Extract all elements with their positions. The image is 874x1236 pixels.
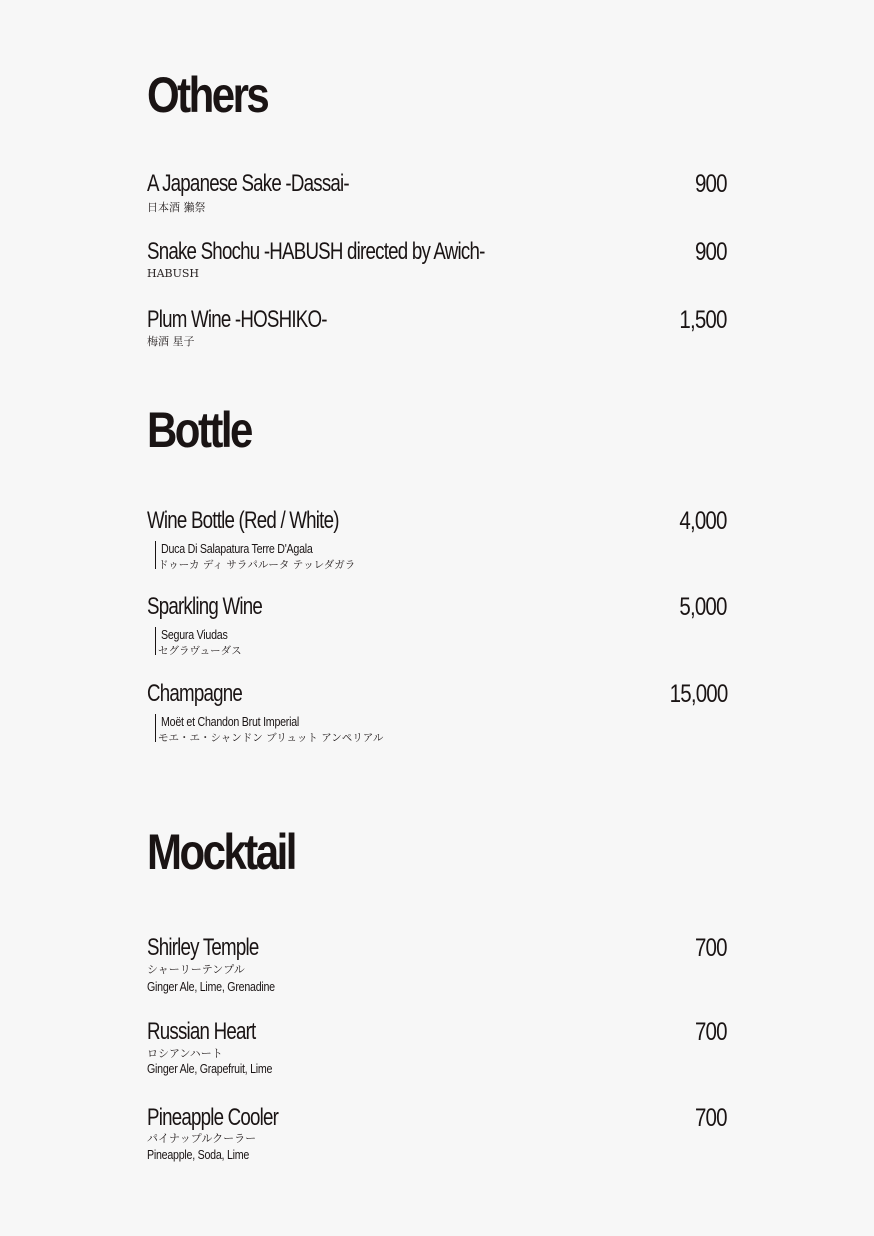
section-title-others: Others (147, 67, 268, 123)
item-name: Wine Bottle (Red / White) (147, 507, 339, 534)
item-name: Snake Shochu -HABUSH directed by Awich- (147, 238, 485, 265)
item-name: Sparkling Wine (147, 593, 262, 620)
section-title-mocktail: Mocktail (147, 824, 295, 880)
item-detail-name: Moët et Chandon Brut Imperial (161, 714, 300, 729)
item-price: 700 (695, 934, 727, 962)
item-name: Russian Heart (147, 1018, 256, 1045)
item-price: 700 (695, 1018, 727, 1046)
item-price: 900 (695, 238, 727, 266)
item-price: 5,000 (679, 593, 727, 621)
item-subtitle: 日本酒 獺祭 (147, 201, 206, 214)
item-price: 15,000 (669, 680, 727, 708)
section-title-bottle: Bottle (147, 402, 251, 458)
item-detail (155, 541, 356, 571)
item-name: Champagne (147, 680, 242, 707)
item-subtitle: 梅酒 星子 (147, 335, 195, 348)
item-subtitle: シャーリーテンプル (147, 963, 245, 976)
item-ingredients: Pineapple, Soda, Lime (147, 1147, 250, 1162)
item-ingredients: Ginger Ale, Grapefruit, Lime (147, 1061, 273, 1076)
item-detail-jp: セグラヴューダス (158, 645, 242, 657)
item-name: Shirley Temple (147, 934, 259, 961)
item-detail-jp: モエ・エ・シャンドン ブリュット アンペリアル (158, 732, 384, 744)
item-ingredients: Ginger Ale, Lime, Grenadine (147, 979, 275, 994)
item-price: 900 (695, 170, 727, 198)
item-price: 700 (695, 1104, 727, 1132)
item-subtitle: パイナップルクーラー (147, 1132, 257, 1145)
item-detail (155, 714, 384, 744)
item-name: A Japanese Sake -Dassai- (147, 170, 349, 197)
menu-page (147, 0, 727, 1236)
item-price: 1,500 (679, 306, 727, 334)
item-name: Pineapple Cooler (147, 1104, 279, 1131)
item-subtitle: ロシアンハート (147, 1047, 223, 1060)
item-subtitle: HABUSH (147, 267, 200, 280)
item-price: 4,000 (679, 507, 727, 535)
item-name: Plum Wine -HOSHIKO- (147, 306, 327, 333)
item-detail (155, 627, 242, 657)
item-detail-jp: ドゥーカ ディ サラパルータ テッレダガラ (158, 559, 356, 571)
item-detail-name: Duca Di Salapatura Terre D'Agala (161, 541, 313, 556)
item-detail-name: Segura Viudas (161, 627, 228, 642)
